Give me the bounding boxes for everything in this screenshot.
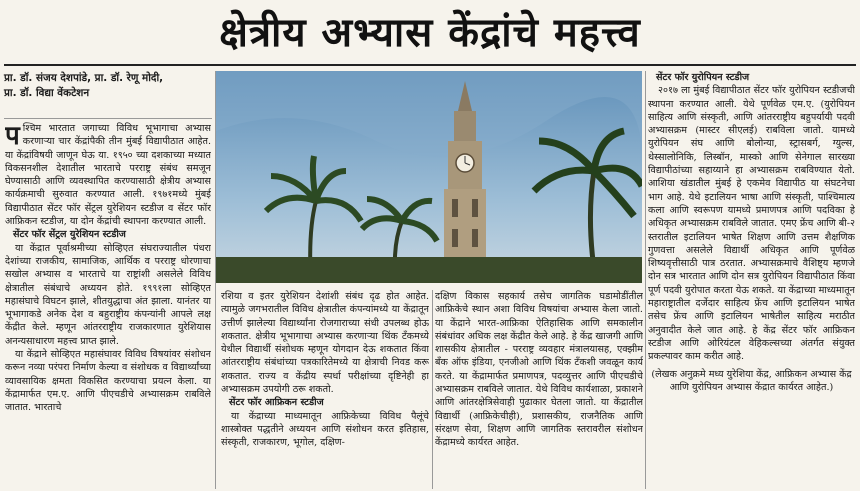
- paragraph-eurasian-2: या केंद्राने सोव्हिएत महासंघावर विविध विषयांवर संशोधन करून नव्या परंपरा निर्माण केल्या व संशोधक व विद्यार्थ्यांच्या व्यावसायिक क्षमता विकसित करण्याचा प्रयत्न केला. या केंद्रामार्फत एम.ए. आणि पीएचडीचे अभ्यासक्रम राबविले जातात. भारताचे: [5, 349, 211, 414]
- rajabai-clock-tower-photo: [216, 71, 642, 283]
- column-divider-3: [645, 71, 646, 489]
- article-column-2: [221, 290, 429, 490]
- paragraph-eurasian-1: या केंद्रात पूर्वाश्रमीच्या सोव्हिएत संघराज्यातील पंधरा देशांच्या राजकीय, सामाजिक, आर्थिक व परराष्ट्र धोरणाचा सखोल अभ्यास व भारताचे या राष्ट्रांशी असलेले विविध क्षेत्रातील संबंधाचे अध्ययन होते. १९९१ला सोव्हिएत महासंघाचे विघटन झाले, शीतयुद्धाचा अंत झाला. यानंतर या भूभागाकडे अनेक देश व बहुराष्ट्रीय कंपन्यांनी आपले लक्ष केंद्रीत केले. म्हणून आंतरराष्ट्रीय राजकारणात युरेशियास अनन्यसाधारण महत्त्व प्राप्त झाले.: [5, 242, 211, 347]
- byline-line-2: प्रा. डॉ. विद्या वेंकटेशन: [4, 87, 90, 99]
- paragraph-african-2: दक्षिण विकास सहकार्य तसेच जागतिक घडामोडींतील आफ्रिकेचे स्थान अशा विविध विषयांचा अभ्यास केला जातो. या केंद्राने भारत-आफ्रिका ऐतिहासिक आणि समकालीन संबंधांवर अधिक लक्ष केंद्रीत केले आहे. हे केंद्र खाजगी आणि शासकीय क्षेत्रातील - परराष्ट्र व्यवहार मंत्रालयासह, एक्झीम बँक ऑफ इंडिया, एनजीओ आणि थिंक टँकशी जवळून कार्य करते. या केंद्रामार्फत प्रमाणपत्र, पदव्युत्तर आणि पीएचडीचे अभ्यासक्रम राबविले जातात. येथे विविध कार्यशाळा, प्रकाशने आणि आंतरक्षेत्रिसेवाही पुढाकार घेतला जातो. या केंद्रातील विद्यार्थी (आफ्रिकेचीही), प्रशासकीय, राजनैतिक आणि संरक्षण सेवा, शिक्षण आणि जागतिक स्तरावरील संशोधन केंद्रामध्ये कार्यरत आहेत.: [435, 291, 643, 449]
- paragraph-eurasian-3: रशिया व इतर युरेशियन देशांशी संबंध दृढ होत आहेत. त्यामुळे जगभरातील विविध क्षेत्रातील कंपन्यांमध्ये या केंद्रातून उत्तीर्ण झालेल्या विद्यार्थ्यांना रोजगाराच्या संधी उपलब्ध होऊ शकतात. क्षेत्रीय भूभागाचा अभ्यास करणाऱ्या थिंक टँकमध्ये येथील विद्यार्थी संशोधक म्हणून योगदान देऊ शकतात किंवा आंतरराष्ट्रीय संबंधांच्या पत्रकारितेमध्ये या क्षेत्राची निवड करू शकतात. राज्य व केंद्रीय स्पर्धा परीक्षांच्या दृष्टिनेही हा अभ्यासक्रम उपयोगी ठरू शकतो.: [221, 291, 429, 396]
- tree-line: [216, 257, 642, 283]
- subhead-african-studies: सेंटर फॉर आफ्रिकन स्टडीज: [229, 397, 324, 409]
- author-note: (लेखक अनुक्रमे मध्य युरेशिया केंद्र, आफ्रिकन अभ्यास केंद्र आणि युरोपियन अभ्यास केंद्रात कार्यरत आहेत.): [651, 368, 852, 393]
- headline-rule: [4, 64, 856, 66]
- headline: क्षेत्रीय अभ्यास केंद्रांचे महत्त्व: [219, 10, 641, 56]
- photo-illustration: [216, 71, 642, 283]
- paragraph-african-1: या केंद्राच्या माध्यमातून आफ्रिकेच्या विविध पैलूंचे शास्त्रोक्त पद्धतीने अध्ययन आणि संशोधन करत इतिहास, संस्कृती, राजकारण, भूगोल, दक्षिण-: [221, 410, 429, 449]
- subhead-european-studies: सेंटर फॉर युरोपियन स्टडीज: [656, 72, 750, 83]
- byline-divider: [4, 118, 212, 119]
- intro-paragraph: [5, 122, 211, 228]
- drop-cap: प: [5, 122, 20, 151]
- article-column-1: [5, 122, 211, 488]
- subhead-central-eurasian: सेंटर फॉर सेंट्रल युरेशियन स्टडीज: [13, 229, 126, 241]
- byline: [4, 71, 214, 101]
- article-column-4: [648, 71, 855, 489]
- byline-line-1: प्रा. डॉ. संजय देशपांडे, प्रा. डॉ. रेणू मोदी,: [4, 72, 164, 84]
- paragraph-european: २०१७ ला मुंबई विद्यापीठात सेंटर फॉर युरोपियन स्टडीजची स्थापना करण्यात आली. येथे पूर्णवेळ एम.ए. (युरोपियन साहित्य आणि संस्कृती, आणि आंतरराष्ट्रीय बहुपर्यायी पदवी अभ्यासक्रम (मास्टर सीएलई) राबविला जातो. यामध्ये युरोपियन संघ आणि बोलोन्या, स्ट्रासबर्ग, ग्युल्स, थेस्सालोनिकि, लिस्बॉन, मास्को आणि सेनेगाल सारख्या विद्यापीठांच्या सहाय्याने हा अभ्यासक्रम राबविण्यात येतो. आशिया खंडातील मुंबई हे एकमेव विद्यापीठ या संघटनेचा भाग आहे. येथे इटालियन भाषा आणि संस्कृती, पाश्चिमात्य कला आणि स्वरूपण यामध्ये प्रमाणपत्र आणि पदविका हे अधिकृत अभ्यासक्रम राबविले जातात. एमए फ्रेंच आणि बी-२ स्तरातील इटालियन भाषेत शिक्षण आणि उत्तम शैक्षणिक गुणवत्ता असलेले विद्यार्थी अधिकृत आणि पूर्णवेळ शिष्यवृत्तीसाठी पात्र ठरतात. अभ्यासक्रमाचे वैशिष्ट्य म्हणजे दोन सत्र भारतात आणि दोन सत्र युरोपियन विद्यापीठात किंवा पूर्ण पदवी युरोपात करता येऊ शकते. या केंद्राच्या माध्यमातून महाराष्ट्रातील दर्जेदार साहित्य फ्रेंच आणि इटालियन भाषेत तसेच फ्रेंच आणि इटालियन भाषेतील साहित्य मराठीत अनुवादीत केले जात आहे. हे केंद्र सेंटर फॉर आफ्रिकन स्टडीज आणि ओरियंटल वेहिकल्सच्या अंतर्गत संयुक्त प्रकल्पावर काम करीत आहे.: [648, 85, 855, 363]
- column-divider-2: [432, 290, 433, 489]
- article-column-3: [435, 290, 643, 490]
- intro-text: श्चिम भारतात जगाच्या विविध भूभागाचा अभ्यास करणाऱ्या चार केंद्रांपैकी तीन मुंबई विद्यापीठात आहेत. या केंद्रांविषयी जाणून घेऊ या. १९५० च्या दशकाच्या मध्यात विकसनशील देशातील भारताचे परराष्ट्र संबंध समजून घेण्यासाठी आणि व्यवस्थापित करण्यासाठी क्षेत्रीय अभ्यास कार्यक्रमाची सुरुवात करण्यात आली. १९७१मध्ये मुंबई विद्यापीठात सेंटर फॉर सेंट्रल युरेशियन स्टडीज व सेंटर फॉर आफ्रिकन स्टडीज, या दोन केंद्रांची स्थापना करण्यात आली.: [5, 123, 211, 228]
